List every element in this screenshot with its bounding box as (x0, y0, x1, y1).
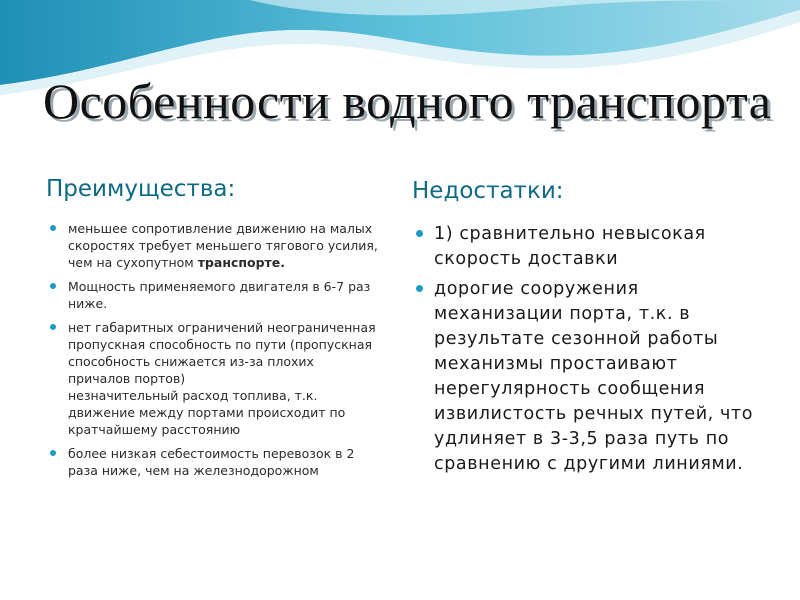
advantages-list (50, 220, 380, 486)
list-item-text: 1) сравнительно невысокая скорость доставки (434, 224, 706, 269)
slide-title: Особенности водного транспорта (43, 73, 772, 129)
list-item-text: меньшее сопротивление движению на малых скоростях требует меньшего тягового усилия, чем на сухопутном (68, 221, 378, 270)
bullet-icon (50, 324, 56, 330)
list-item (416, 222, 766, 272)
list-item-text: более низкая себестоимость перевозок в 2 раза ниже, чем на железнодорожном (68, 446, 355, 478)
list-item (50, 319, 380, 387)
bullet-icon (416, 285, 423, 292)
bullet-icon (50, 283, 56, 289)
list-item (50, 445, 380, 479)
bullet-icon (50, 225, 56, 231)
bullet-icon (416, 230, 423, 237)
list-item (50, 278, 380, 312)
list-item (416, 277, 766, 477)
advantages-heading: Преимущества: (46, 176, 236, 202)
bullet-icon (50, 450, 56, 456)
list-item (50, 387, 380, 438)
list-item-text: Мощность применяемого двигателя в 6-7 раз ниже. (68, 279, 371, 311)
disadvantages-list (416, 222, 766, 482)
list-item-text: дорогие сооружения механизации порта, т.к. в результате сезонной работы механизмы простаивают нерегулярность сообщения извилистость речных путей, что удлиняет в 3-3,5 раза путь по сравнению с другими линиями. (434, 279, 754, 474)
list-item-bold-text: транспорте. (197, 255, 286, 270)
list-item-text: незначительный расход топлива, т.к. движение между портами происходит по кратчайшему расстоянию (68, 388, 346, 437)
list-item-text: нет габаритных ограничений неограниченная пропускная способность по пути (пропускная способность снижается из-за плохих причалов портов) (68, 320, 376, 386)
disadvantages-heading: Недостатки: (412, 178, 564, 204)
list-item (50, 220, 380, 271)
